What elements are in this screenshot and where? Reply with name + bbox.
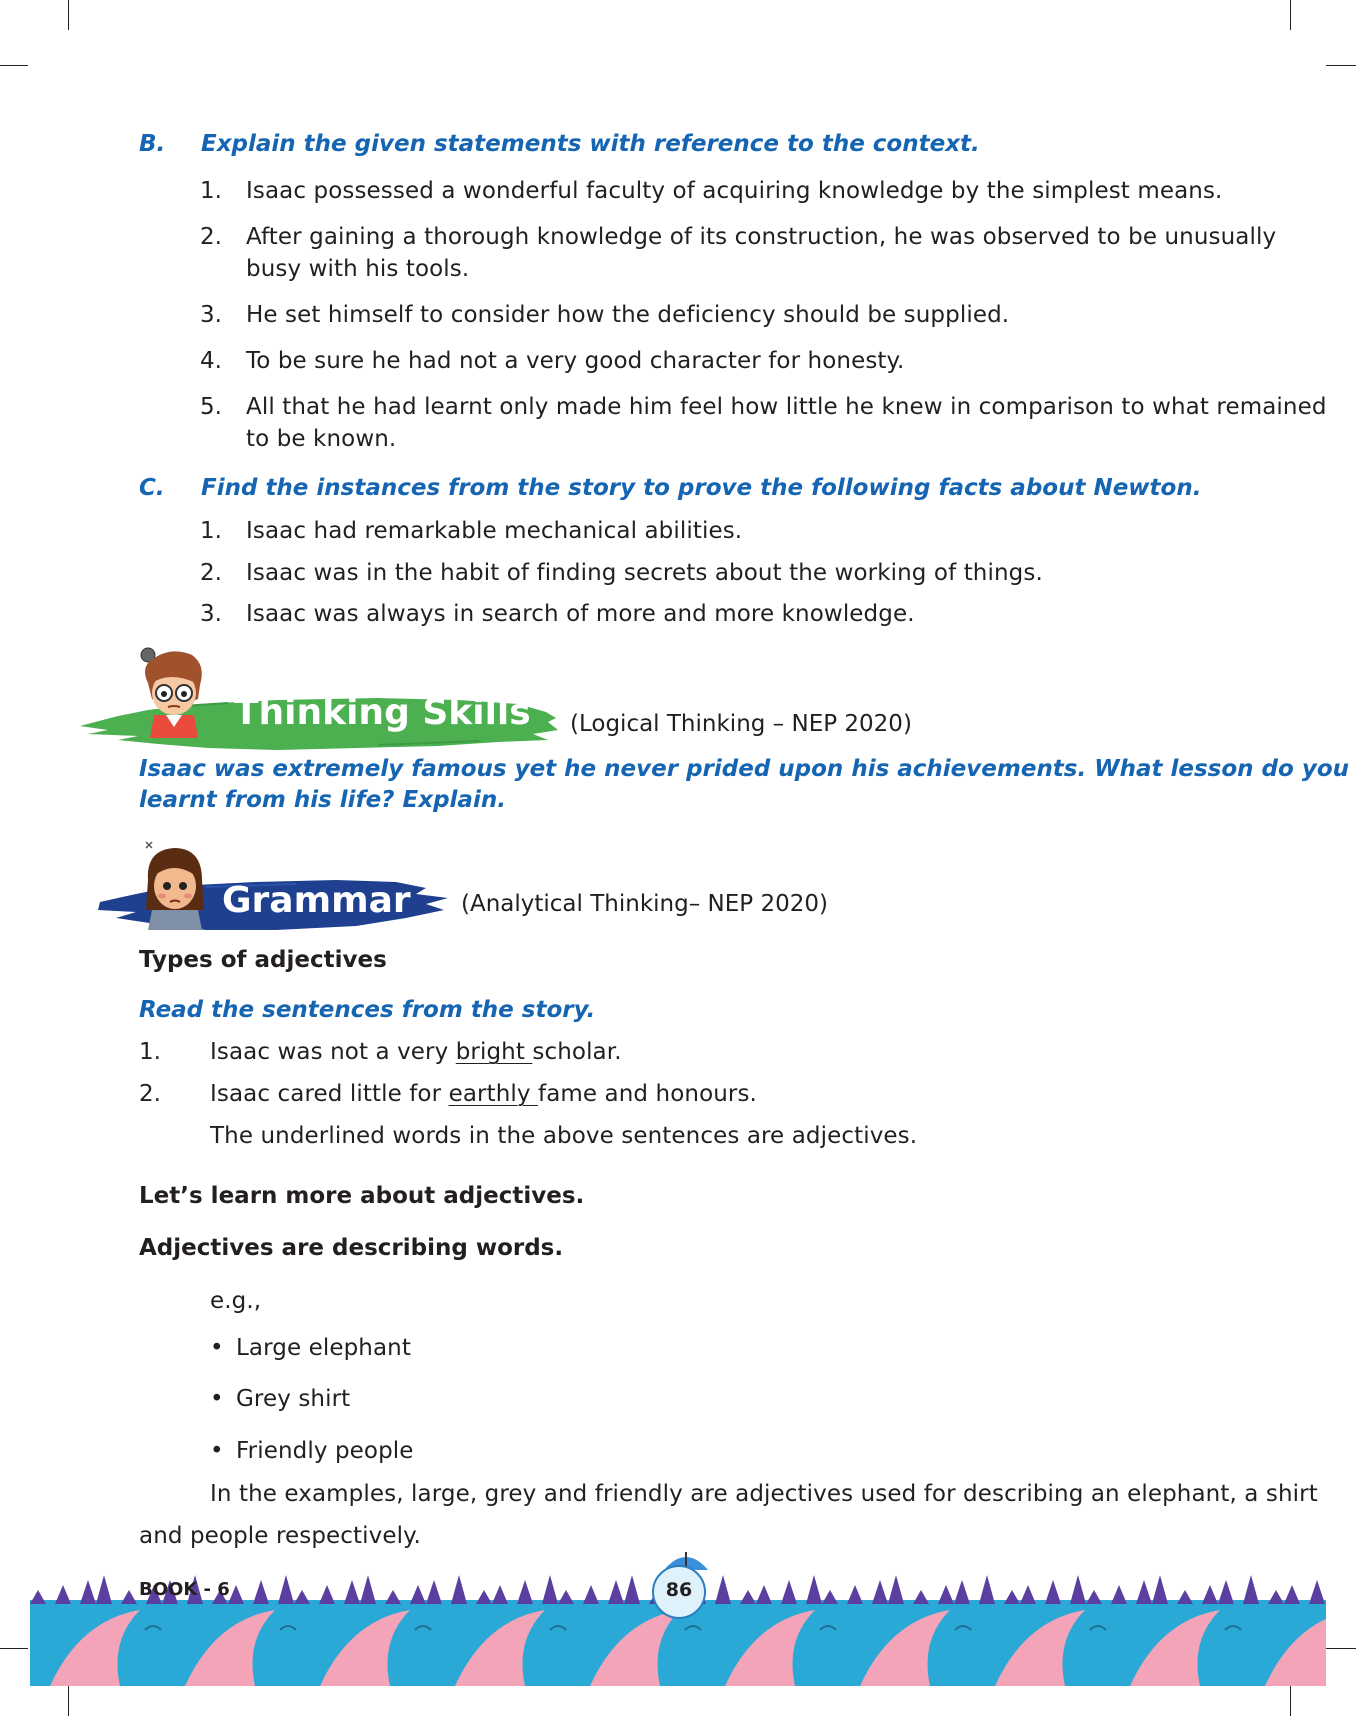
tree-shape (360, 1575, 376, 1604)
bullet-item: Large elephant (236, 1335, 411, 1361)
tree-shape (517, 1580, 533, 1604)
example-sentence (210, 1039, 622, 1065)
thinking-question: learnt from his life? Explain. (139, 787, 506, 813)
eg-label: e.g., (210, 1288, 262, 1314)
tree-shape (715, 1575, 731, 1604)
tree-shape (1086, 1590, 1102, 1604)
list-item-continued: to be known. (246, 426, 397, 452)
grammar-tag: (Analytical Thinking– NEP 2020) (461, 891, 828, 917)
explanation-text: and people respectively. (139, 1523, 421, 1549)
underlined-adjective: earthly (448, 1081, 538, 1107)
section-heading: Explain the given statements with reference to the context. (201, 131, 980, 157)
example-sentence (210, 1081, 757, 1107)
thinking-skills-tag: (Logical Thinking – NEP 2020) (570, 711, 912, 737)
boy-with-glasses-icon (140, 643, 210, 738)
tree-shape (294, 1590, 310, 1604)
bullet-dot: • (210, 1386, 224, 1412)
tree-shape (492, 1585, 508, 1604)
list-item: Isaac was always in search of more and more knowledge. (246, 601, 915, 627)
tree-shape (1218, 1580, 1234, 1604)
tree-shape (913, 1590, 929, 1604)
tree-shape (1152, 1575, 1168, 1604)
crop-mark (1290, 0, 1291, 30)
tree-shape (583, 1585, 599, 1604)
thinking-skills-title: Thinking Skills (234, 692, 531, 733)
book-label: BOOK - 6 (139, 1579, 230, 1600)
grammar-title: Grammar (222, 880, 411, 921)
tree-shape (979, 1575, 995, 1604)
tree-shape (1111, 1585, 1127, 1604)
bullet-item: Grey shirt (236, 1386, 351, 1412)
tree-shape (740, 1590, 756, 1604)
list-number: 2. (139, 1081, 161, 1107)
tree-shape (1004, 1590, 1020, 1604)
learn-more-heading: Let’s learn more about adjectives. (139, 1183, 585, 1209)
crop-mark (68, 1686, 69, 1716)
tree-shape (1070, 1575, 1086, 1604)
tree-shape (888, 1575, 904, 1604)
tree-shape (624, 1575, 640, 1604)
tree-shape (1284, 1585, 1300, 1604)
tree-shape (938, 1585, 954, 1604)
list-item: He set himself to consider how the deficiency should be supplied. (246, 302, 1010, 328)
tree-shape (847, 1585, 863, 1604)
underlined-adjective: bright (455, 1039, 533, 1065)
sentence-text: scholar. (532, 1039, 622, 1065)
sentence-text: Isaac cared little for (210, 1081, 449, 1107)
list-number: 1. (200, 518, 222, 544)
tree-shape (781, 1580, 797, 1604)
tree-shape (451, 1575, 467, 1604)
tree-shape (1202, 1585, 1218, 1604)
tree-shape (121, 1590, 137, 1604)
list-number: 5. (200, 394, 222, 420)
tree-shape (80, 1580, 96, 1604)
grammar-note: The underlined words in the above sentences are adjectives. (210, 1123, 918, 1149)
tree-shape (608, 1580, 624, 1604)
tree-shape (344, 1580, 360, 1604)
tree-shape (410, 1585, 426, 1604)
crop-mark (0, 65, 28, 66)
crop-mark (0, 1648, 28, 1649)
definition-heading: Adjectives are describing words. (139, 1235, 564, 1261)
crop-mark (1326, 65, 1356, 66)
thinking-question: Isaac was extremely famous yet he never prided upon his achievements. What lesson do you (139, 756, 1349, 782)
tree-shape (1177, 1590, 1193, 1604)
tree-shape (30, 1590, 46, 1604)
page-number: 86 (665, 1579, 693, 1601)
list-number: 3. (200, 302, 222, 328)
tree-shape (1243, 1575, 1259, 1604)
tree-shape (558, 1590, 574, 1604)
section-heading: Find the instances from the story to prove the following facts about Newton. (201, 475, 1202, 501)
list-item-continued: busy with his tools. (246, 256, 470, 282)
bullet-dot: • (210, 1438, 224, 1464)
crop-mark (68, 0, 69, 30)
tree-shape (542, 1575, 558, 1604)
tree-shape (426, 1580, 442, 1604)
tree-shape (822, 1590, 838, 1604)
explanation-text: In the examples, large, grey and friendly are adjectives used for describing an elephant, a shirt (210, 1481, 1318, 1507)
list-number: 4. (200, 348, 222, 374)
section-letter: C. (139, 475, 165, 501)
list-item: After gaining a thorough knowledge of its construction, he was observed to be unusually (246, 224, 1277, 250)
girl-character-icon (140, 840, 210, 930)
tree-shape (756, 1585, 772, 1604)
tree-shape (806, 1575, 822, 1604)
tree-shape (1136, 1580, 1152, 1604)
section-letter: B. (139, 131, 166, 157)
crop-mark (1290, 1686, 1291, 1716)
crop-mark (1326, 1648, 1356, 1649)
tree-shape (1045, 1580, 1061, 1604)
bullet-dot: • (210, 1335, 224, 1361)
tree-shape (872, 1580, 888, 1604)
grammar-instruction: Read the sentences from the story. (139, 997, 596, 1023)
tree-shape (55, 1585, 71, 1604)
list-number: 1. (200, 178, 222, 204)
tree-shape (319, 1585, 335, 1604)
list-number: 2. (200, 560, 222, 586)
tree-shape (476, 1590, 492, 1604)
list-item: All that he had learnt only made him feel how little he knew in comparison to what remained (246, 394, 1327, 420)
list-item: To be sure he had not a very good character for honesty. (246, 348, 905, 374)
tree-shape (954, 1580, 970, 1604)
tree-shape (385, 1590, 401, 1604)
bullet-item: Friendly people (236, 1438, 414, 1464)
list-item: Isaac was in the habit of finding secrets about the working of things. (246, 560, 1043, 586)
list-number: 3. (200, 601, 222, 627)
tree-shape (1309, 1580, 1325, 1604)
grammar-subheading: Types of adjectives (139, 947, 387, 973)
tree-shape (1020, 1585, 1036, 1604)
tree-shape (228, 1585, 244, 1604)
list-number: 1. (139, 1039, 161, 1065)
tree-shape (1268, 1590, 1284, 1604)
tree-shape (96, 1575, 112, 1604)
sentence-text: fame and honours. (538, 1081, 757, 1107)
list-item: Isaac had remarkable mechanical abilities. (246, 518, 743, 544)
tree-shape (253, 1580, 269, 1604)
sentence-text: Isaac was not a very (210, 1039, 456, 1065)
list-item: Isaac possessed a wonderful faculty of acquiring knowledge by the simplest means. (246, 178, 1223, 204)
list-number: 2. (200, 224, 222, 250)
tree-shape (278, 1575, 294, 1604)
